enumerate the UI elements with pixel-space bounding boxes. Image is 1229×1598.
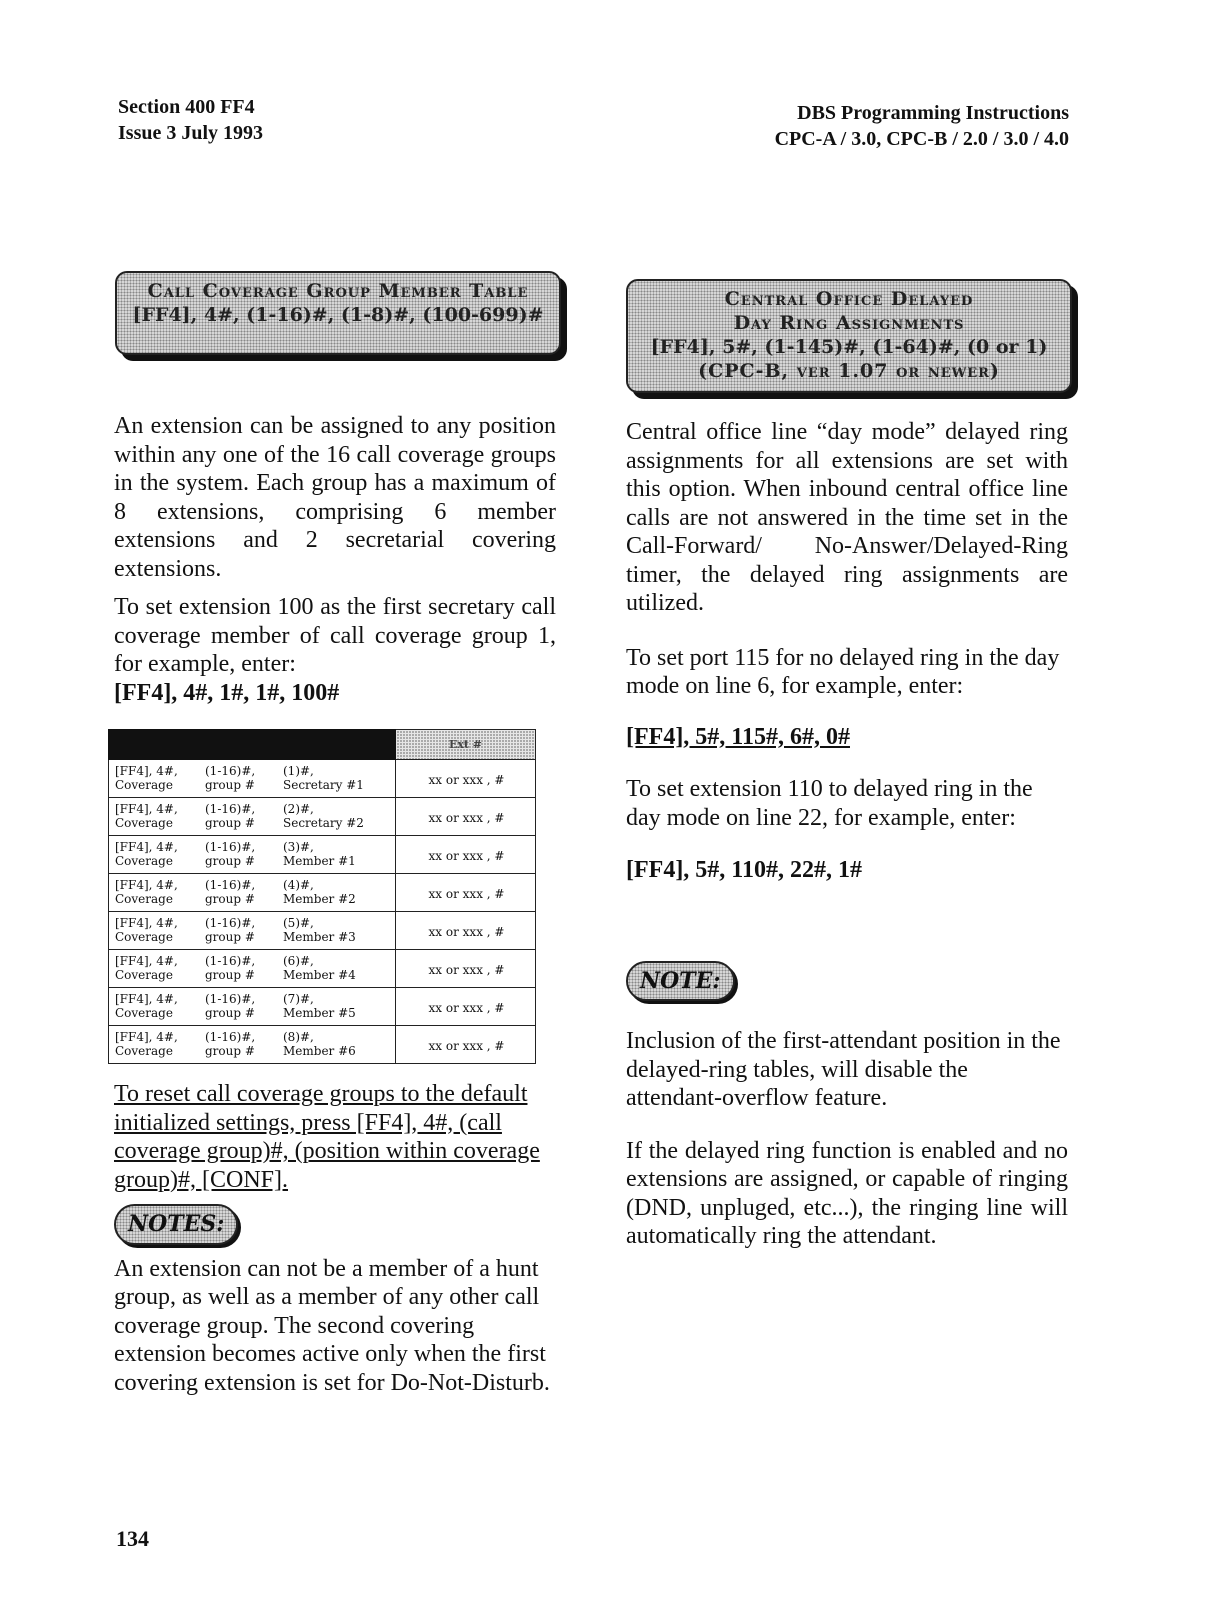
notes-badge-wrap	[114, 1204, 556, 1245]
right-example1-command: [FF4], 5#, 115#, 6#, 0#	[626, 723, 850, 750]
command-cell	[109, 950, 396, 988]
ext-value-cell: xx or xxx , #	[396, 988, 536, 1026]
command-part: group #	[205, 778, 255, 792]
command-grid	[115, 1030, 391, 1058]
command-part: group #	[205, 1006, 255, 1020]
left-column	[114, 412, 556, 1397]
reset-instruction: To reset call coverage groups to the default initialized settings, press [FF4], 4#, (call coverage group)#, (position within coverage group)#, [CONF].	[114, 1081, 540, 1193]
call-coverage-command: [FF4], 4#, (1-16)#, (1-8)#, (100-699)#	[132, 304, 544, 326]
note-badge-wrap	[626, 961, 1068, 1002]
command-part: (7)#,	[283, 992, 314, 1006]
command-cell	[109, 760, 396, 798]
command-part: Member #1	[283, 854, 356, 868]
command-part: (1-16)#,	[205, 1030, 256, 1044]
delayed-ring-title-2: Day Ring Assignments	[733, 312, 965, 334]
command-grid	[115, 840, 391, 868]
right-column	[626, 418, 1068, 1251]
command-cell	[109, 988, 396, 1026]
command-part: group #	[205, 892, 255, 906]
command-part: [FF4], 4#,	[115, 878, 178, 892]
command-part: (1-16)#,	[205, 840, 256, 854]
ext-value-cell: xx or xxx , #	[396, 1026, 536, 1064]
command-part: (5)#,	[283, 916, 314, 930]
delayed-ring-version: (CPC-B, ver 1.07 or newer)	[698, 360, 1000, 382]
version-label: CPC-A / 3.0, CPC-B / 2.0 / 3.0 / 4.0	[774, 128, 1069, 150]
command-part: group #	[205, 968, 255, 982]
command-part: Coverage	[115, 816, 173, 830]
command-part: (4)#,	[283, 878, 314, 892]
call-coverage-title-box	[115, 271, 561, 355]
command-part: [FF4], 4#,	[115, 802, 178, 816]
command-part: [FF4], 4#,	[115, 916, 178, 930]
page-header-left	[118, 94, 263, 146]
command-part: Coverage	[115, 930, 173, 944]
command-cell	[109, 912, 396, 950]
page-number: 134	[116, 1526, 149, 1551]
command-part: group #	[205, 1044, 255, 1058]
command-part: Coverage	[115, 854, 173, 868]
notes-paragraph: An extension can not be a member of a hunt group, as well as a member of any other call coverage group. The second covering extension becomes active only when the first covering extension is set for Do-Not-Disturb.	[114, 1255, 550, 1396]
command-part: [FF4], 4#,	[115, 992, 178, 1006]
command-grid	[115, 764, 391, 792]
right-example2-paragraph: To set extension 110 to delayed ring in the day mode on line 22, for example, enter:	[626, 776, 1033, 831]
command-part: (1-16)#,	[205, 802, 256, 816]
command-grid	[115, 802, 391, 830]
table-row	[109, 912, 536, 950]
command-part: [FF4], 4#,	[115, 954, 178, 968]
notes-badge: NOTES:	[114, 1204, 238, 1245]
table-row	[109, 836, 536, 874]
ext-value-cell: xx or xxx , #	[396, 798, 536, 836]
command-part: Coverage	[115, 968, 173, 982]
table-row	[109, 760, 536, 798]
command-part: Secretary #1	[283, 778, 364, 792]
command-part: Coverage	[115, 1044, 173, 1058]
command-part: Member #3	[283, 930, 356, 944]
command-part: (1-16)#,	[205, 878, 256, 892]
command-part: (8)#,	[283, 1030, 314, 1044]
note-badge: NOTE:	[626, 961, 735, 1002]
left-example-command: [FF4], 4#, 1#, 1#, 100#	[114, 679, 340, 706]
table-row	[109, 1026, 536, 1064]
command-part: Member #5	[283, 1006, 356, 1020]
command-part: [FF4], 4#,	[115, 840, 178, 854]
table-header-row	[109, 730, 536, 760]
command-part: (1-16)#,	[205, 992, 256, 1006]
right-intro-paragraph: Central office line “day mode” delayed ring assignments for all extensions are set with this option. When inbound central office line calls are not answered in the time set in the Call-Forward/ No-Answer/Delayed-Ring timer, the delayed ring assignments are utilized.	[626, 419, 1068, 616]
ext-value-cell: xx or xxx , #	[396, 950, 536, 988]
delayed-ring-title-box	[626, 279, 1072, 393]
right-example2-command: [FF4], 5#, 110#, 22#, 1#	[626, 857, 862, 883]
table-row	[109, 798, 536, 836]
issue-label: Issue 3 July 1993	[118, 122, 264, 144]
table-body	[109, 760, 536, 1064]
section-label: Section 400 FF4	[118, 96, 255, 118]
command-part: [FF4], 4#,	[115, 764, 178, 778]
left-example-paragraph: To set extension 100 as the first secretary call coverage member of call coverage group 1, for example, enter:	[114, 594, 556, 677]
command-grid	[115, 916, 391, 944]
command-cell	[109, 836, 396, 874]
command-grid	[115, 878, 391, 906]
command-part: group #	[205, 816, 255, 830]
command-cell	[109, 798, 396, 836]
delayed-ring-title-1: Central Office Delayed	[724, 288, 974, 310]
command-part: group #	[205, 854, 255, 868]
call-coverage-table	[108, 729, 536, 1064]
ext-value-cell: xx or xxx , #	[396, 836, 536, 874]
ext-value-cell: xx or xxx , #	[396, 912, 536, 950]
command-part: (1-16)#,	[205, 954, 256, 968]
table-row	[109, 950, 536, 988]
ext-header: Ext #	[396, 730, 536, 760]
attendant-paragraph: If the delayed ring function is enabled and no extensions are assigned, or capable of ringing (DND, unpluged, etc...), the ringing line will automatically ring the attendant.	[626, 1137, 1068, 1249]
note-paragraph: Inclusion of the first-attendant position in the delayed-ring tables, will disable the attendant-overflow feature.	[626, 1028, 1061, 1111]
table-row	[109, 988, 536, 1026]
table-row	[109, 874, 536, 912]
command-part: (1-16)#,	[205, 764, 256, 778]
command-part: (3)#,	[283, 840, 314, 854]
command-part: Coverage	[115, 778, 173, 792]
command-part: Member #6	[283, 1044, 356, 1058]
right-example1-paragraph: To set port 115 for no delayed ring in the day mode on line 6, for example, enter:	[626, 644, 1060, 699]
command-cell	[109, 1026, 396, 1064]
call-coverage-title: Call Coverage Group Member Table	[147, 280, 529, 302]
command-part: Member #2	[283, 892, 356, 906]
command-part: Member #4	[283, 968, 356, 982]
left-intro-paragraph: An extension can be assigned to any position within any one of the 16 call coverage groups in the system. Each group has a maximum of 8 extensions, comprising 6 member extensions and 2 secretarial covering extensions.	[114, 413, 556, 582]
command-part: (1-16)#,	[205, 916, 256, 930]
command-part: group #	[205, 930, 255, 944]
command-grid	[115, 954, 391, 982]
command-part: (1)#,	[283, 764, 314, 778]
table-header-black	[109, 730, 396, 760]
ext-value-cell: xx or xxx , #	[396, 760, 536, 798]
delayed-ring-command: [FF4], 5#, (1-145)#, (1-64)#, (0 or 1)	[650, 336, 1048, 358]
command-cell	[109, 874, 396, 912]
command-grid	[115, 992, 391, 1020]
page-header-right	[775, 100, 1069, 152]
command-part: [FF4], 4#,	[115, 1030, 178, 1044]
command-part: Coverage	[115, 892, 173, 906]
command-part: (6)#,	[283, 954, 314, 968]
command-part: Coverage	[115, 1006, 173, 1020]
command-part: (2)#,	[283, 802, 314, 816]
ext-value-cell: xx or xxx , #	[396, 874, 536, 912]
doc-title: DBS Programming Instructions	[797, 102, 1069, 124]
command-part: Secretary #2	[283, 816, 364, 830]
